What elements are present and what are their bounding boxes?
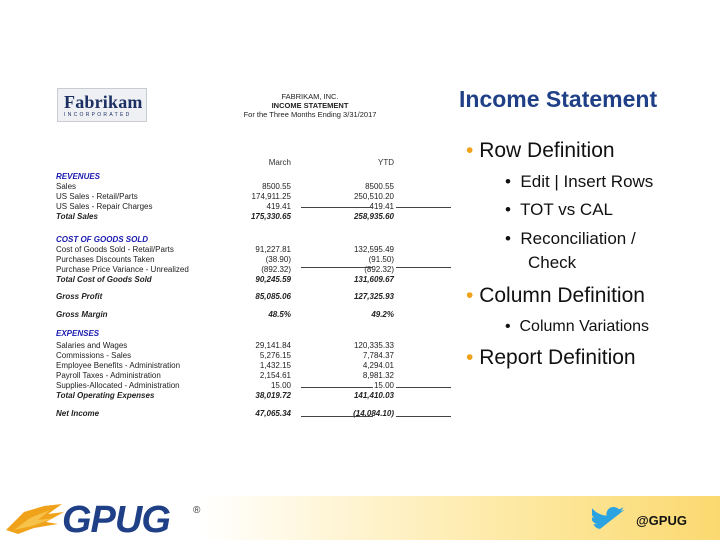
row-value-ytd: (14,084.10) <box>353 409 394 418</box>
gpug-logo: GPUG <box>62 499 170 541</box>
row-label: Gross Margin <box>56 310 108 319</box>
row-label: Total Sales <box>56 212 98 221</box>
logo-name: Fabrikam <box>64 92 143 112</box>
row-label: Cost of Goods Sold - Retail/Parts <box>56 245 174 254</box>
row-value-march: 48.5% <box>268 310 291 319</box>
bullet-column-variations: • Column Variations <box>505 318 650 335</box>
row-value-march: 5,276.15 <box>259 351 291 360</box>
bullet-dot: • <box>505 172 521 191</box>
bullet-dot: • <box>466 346 480 369</box>
row-value-ytd: 49.2% <box>371 310 394 319</box>
slide-title: Income Statement <box>459 86 658 112</box>
table-row <box>56 172 396 182</box>
bullet-edit-insert-rows: • Edit | Insert Rows <box>505 172 654 191</box>
report-company: FABRIKAM, INC. <box>281 92 339 101</box>
row-label: Purchases Discounts Taken <box>56 255 155 264</box>
table-row <box>56 341 396 351</box>
row-label: REVENUES <box>56 172 101 181</box>
twitter-bird-icon <box>592 507 628 533</box>
row-value-ytd: 8500.55 <box>365 182 394 191</box>
bullet-reconciliation: • Reconciliation / <box>505 229 636 248</box>
row-label: Sales <box>56 182 77 191</box>
table-row <box>56 409 396 419</box>
double-underline <box>301 416 373 417</box>
twitter-handle: @GPUG <box>636 513 687 528</box>
table-row <box>56 371 396 381</box>
table-row <box>56 381 396 391</box>
underline <box>396 387 451 388</box>
table-row <box>56 310 396 320</box>
row-value-ytd: (892.32) <box>364 265 394 274</box>
bullet-column-definition: • Column Definition <box>466 284 645 307</box>
row-value-march: 175,330.65 <box>250 212 291 221</box>
row-value-march: 91,227.81 <box>255 245 291 254</box>
row-value-march: (38.90) <box>265 255 291 264</box>
row-value-ytd: 141,410.03 <box>353 391 394 400</box>
row-value-ytd: 250,510.20 <box>353 192 394 201</box>
underline <box>301 387 373 388</box>
row-value-ytd: 132,595.49 <box>353 245 394 254</box>
double-underline <box>396 416 451 417</box>
row-value-ytd: 127,325.93 <box>353 292 394 301</box>
underline <box>301 267 373 268</box>
table-row <box>56 329 396 339</box>
row-value-march: (892.32) <box>261 265 291 274</box>
eagle-icon <box>4 500 66 536</box>
underline <box>396 207 451 208</box>
underline <box>396 267 451 268</box>
table-row <box>56 292 396 302</box>
row-label: Employee Benefits - Administration <box>56 361 181 370</box>
table-row <box>56 182 396 192</box>
row-label: Payroll Taxes - Administration <box>56 371 161 380</box>
table-row <box>56 212 396 222</box>
bullet-report-definition: • Report Definition <box>466 346 636 369</box>
bullet-dot: • <box>505 318 520 335</box>
row-value-ytd: 8,981.32 <box>362 371 394 380</box>
bullet-dot: • <box>505 200 521 219</box>
table-row <box>56 351 396 361</box>
row-label: Gross Profit <box>56 292 103 301</box>
row-value-march: 174,911.25 <box>251 192 291 201</box>
row-label: Commissions - Sales <box>56 351 132 360</box>
row-label: Salaries and Wages <box>56 341 128 350</box>
row-value-ytd: 7,784.37 <box>362 351 394 360</box>
row-value-march: 15.00 <box>270 381 291 390</box>
table-row <box>56 235 396 245</box>
row-label: US Sales - Repair Charges <box>56 202 153 211</box>
underline <box>301 207 373 208</box>
column-header-row <box>56 158 396 168</box>
row-value-march: 1,432.15 <box>259 361 291 370</box>
row-value-march: 29,141.84 <box>255 341 291 350</box>
bullet-dot: • <box>466 284 480 307</box>
row-value-march: 38,019.72 <box>255 391 291 400</box>
row-value-ytd: 120,335.33 <box>353 341 394 350</box>
table-row <box>56 192 396 202</box>
table-row <box>56 275 396 285</box>
row-value-march: 2,154.61 <box>259 371 291 380</box>
bullet-reconciliation-cont: Check <box>528 253 577 272</box>
row-value-march: 85,085.06 <box>255 292 291 301</box>
table-row <box>56 391 396 401</box>
table-row <box>56 255 396 265</box>
report-header <box>230 92 390 119</box>
fabrikam-logo <box>57 88 147 122</box>
row-label: COST OF GOODS SOLD <box>56 235 149 244</box>
row-value-march: 47,065.34 <box>255 409 291 418</box>
row-value-ytd: 419.41 <box>369 202 394 211</box>
row-value-ytd: 258,935.60 <box>353 212 394 221</box>
report-title: INCOME STATEMENT <box>271 101 349 110</box>
row-value-ytd: 4,294.01 <box>362 361 394 370</box>
row-value-march: 8500.55 <box>262 182 291 191</box>
column-header-ytd: YTD <box>378 158 394 167</box>
table-row <box>56 245 396 255</box>
row-value-ytd: (91.50) <box>368 255 394 264</box>
bullet-dot: • <box>466 139 480 162</box>
row-value-march: 419.41 <box>266 202 291 211</box>
row-label: US Sales - Retail/Parts <box>56 192 138 201</box>
row-label: Purchase Price Variance - Unrealized <box>56 265 189 274</box>
report-period: For the Three Months Ending 3/31/2017 <box>243 110 377 119</box>
row-value-ytd: 131,609.67 <box>353 275 394 284</box>
bullet-dot: • <box>505 229 521 248</box>
row-label: Supplies-Allocated - Administration <box>56 381 180 390</box>
row-label: Total Cost of Goods Sold <box>56 275 152 284</box>
registered-mark: ® <box>193 505 201 516</box>
row-label: EXPENSES <box>56 329 100 338</box>
bullet-tot-vs-cal: • TOT vs CAL <box>505 200 613 219</box>
row-label: Total Operating Expenses <box>56 391 155 400</box>
row-value-ytd: 15.00 <box>373 381 394 390</box>
table-row <box>56 361 396 371</box>
row-value-march: 90,245.59 <box>255 275 291 284</box>
column-header-march: March <box>268 158 291 167</box>
bullet-row-definition: • Row Definition <box>466 139 615 162</box>
row-label: Net Income <box>56 409 100 418</box>
logo-sub: INCORPORATED <box>64 112 132 118</box>
